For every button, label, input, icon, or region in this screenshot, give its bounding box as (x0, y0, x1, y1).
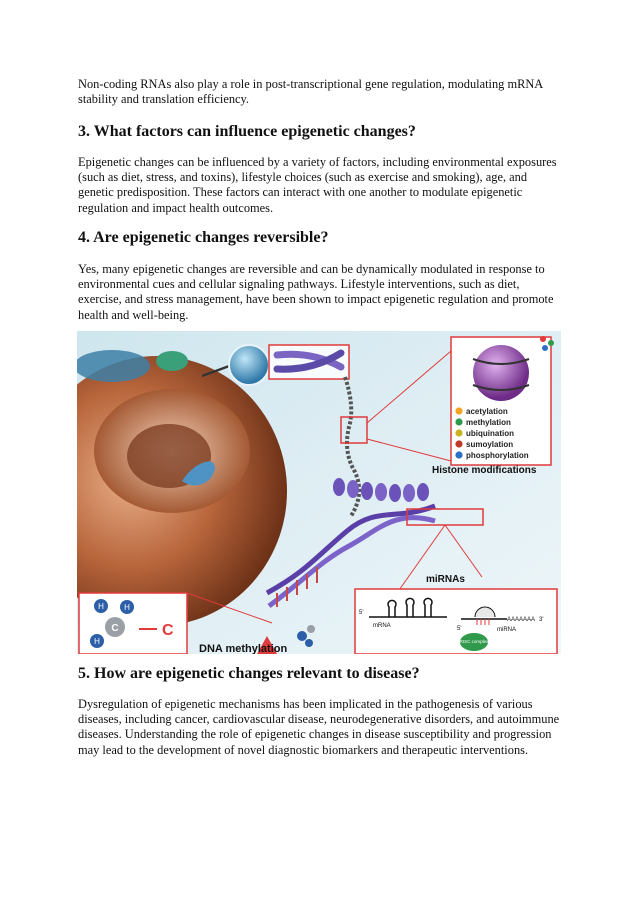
methylation-dot (455, 418, 462, 425)
atom-h3-label: H (94, 637, 100, 646)
risc-label: RISC complex (459, 639, 489, 644)
organelle-blue (77, 350, 150, 382)
magnifier-lens (229, 345, 269, 385)
epigenetics-figure (77, 331, 561, 654)
histone-modifications-title: Histone modifications (432, 465, 537, 476)
legend-acetylation: acetylation (466, 407, 508, 416)
methyl-c-label: C (162, 622, 174, 639)
ubiquination-dot (455, 429, 462, 436)
intro-paragraph: Non-coding RNAs also play a role in post-transcriptional gene regulation, modulating mRNA stability and translation efficiency. (78, 77, 543, 107)
legend-ubiquination: ubiquination (466, 429, 514, 438)
legend-methylation: methylation (466, 418, 511, 427)
epigenetics-illustration (77, 331, 561, 654)
organelle-green (156, 351, 188, 371)
section-5-body: Dysregulation of epigenetic mechanisms has been implicated in the pathogenesis of various diseases, including cancer, cardiovascular disease, neurodegenerative disorders, and autoimmune diseases. Understanding the role of epigenetic changes in disease susceptibility and progression may lead to the development of novel diagnostic biomarkers and therapeutic interventions. (78, 697, 560, 757)
histone-octamer (473, 345, 529, 401)
dna-methylation-label: DNA methylation (199, 643, 288, 654)
mirna-five-prime: 5' (457, 626, 462, 632)
poly-a-label: AAAAAAA (507, 617, 536, 623)
molecule-node-2 (307, 625, 315, 633)
molecule-node-3 (305, 639, 313, 647)
section-4-body: Yes, many epigenetic changes are reversible and can be dynamically modulated in response to environmental cues and cellular signaling pathways. Lifestyle interventions, such as diet, exercise, and stress management, have been shown to impact epigenetic regulation and promote health and well-being. (78, 262, 554, 322)
molecule-node-1 (297, 631, 307, 641)
three-prime-label: 3' (539, 617, 544, 623)
phosphorylation-dot (455, 451, 462, 458)
atom-h2-label: H (124, 603, 130, 612)
acetylation-dot (455, 407, 462, 414)
legend-phosphorylation: phosphorylation (466, 451, 529, 460)
section-3-body: Epigenetic changes can be influenced by a variety of factors, including environmental exposures (such as diet, stress, and toxins), lifestyle choices (such as exercise and smoking), age, and genetic predisposition. These factors can interact with one another to modulate epigenetic regulation and impact health outcomes. (78, 155, 557, 215)
atom-carbon-label: C (111, 623, 119, 634)
section-3-heading: 3. What factors can influence epigenetic changes? (78, 123, 416, 140)
mirna-label: miRNA (497, 627, 516, 633)
section-5-heading: 5. How are epigenetic changes relevant to disease? (78, 665, 420, 682)
mirnas-title: miRNAs (426, 574, 465, 585)
mrna-five-prime: 5' (359, 610, 364, 616)
sumoylation-dot (455, 440, 462, 447)
legend-sumoylation: sumoylation (466, 440, 514, 449)
atom-h1-label: H (98, 602, 104, 611)
section-4-heading: 4. Are epigenetic changes reversible? (78, 229, 329, 246)
mrna-label: mRNA (373, 623, 391, 629)
